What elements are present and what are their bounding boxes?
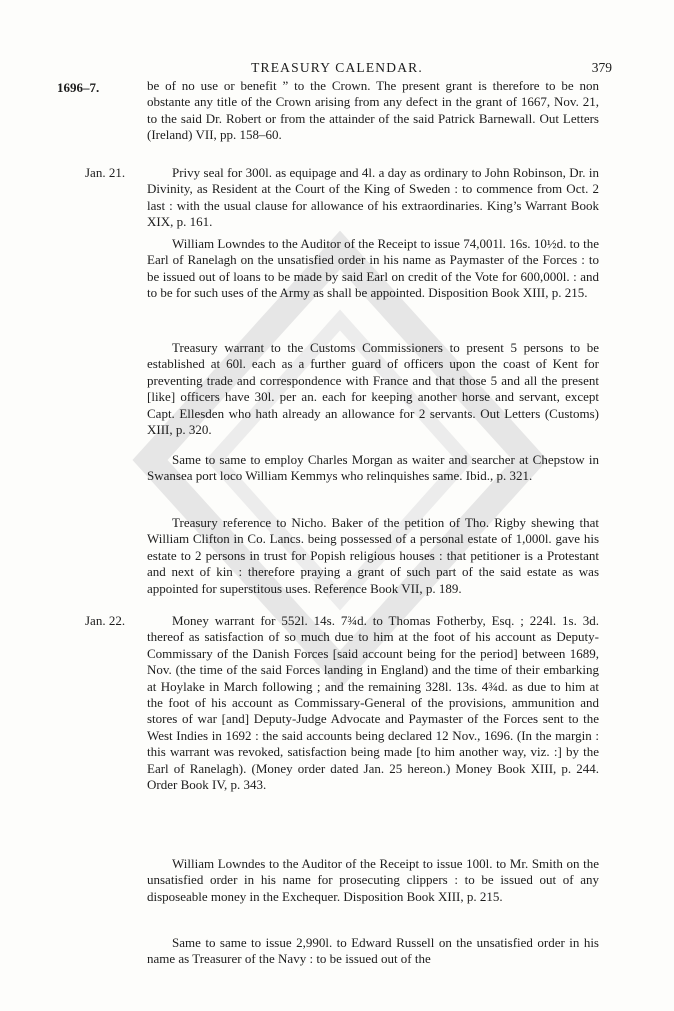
- running-title: TREASURY CALENDAR.: [251, 60, 423, 75]
- entry-paragraph: [147, 613, 599, 793]
- margin-year: 1696–7.: [57, 80, 100, 95]
- entry-text: William Lowndes to the Auditor of the Receipt to issue 100l. to Mr. Smith on the unsatisfied order in his name for prosecuting clippers : to be issued out of any disposeable money in the Exchequer. Disposition Book XIII, p. 215.: [147, 856, 599, 904]
- entry-text: Same to same to issue 2,990l. to Edward Russell on the unsatisfied order in his name as Treasurer of the Navy : to be issued out of the: [147, 935, 599, 967]
- entry-continuation: [147, 78, 599, 144]
- entry-text: Treasury reference to Nicho. Baker of the petition of Tho. Rigby shewing that William Clifton in Co. Lancs. being possessed of a personal estate of 1,000l. gave his estate to 2 persons in trust for Popish religious houses : that petitioner is a Protestant and next of kin : therefore praying a grant of such part of the said estate as was appointed for superstitous uses. Reference Book VII, p. 189.: [147, 515, 599, 596]
- entry-text: Privy seal for 300l. as equipage and 4l. a day as ordinary to John Robinson, Dr. in Divinity, as Resident at the Court of the King of Sweden : to commence from Oct. 2 last : with the usual clause for allowance of his extraordinaries. King’s Warrant Book XIX, p. 161.: [147, 165, 599, 230]
- entry-paragraph: [147, 856, 599, 905]
- entry-paragraph: [147, 452, 599, 485]
- entry-date: Jan. 22.: [85, 613, 126, 628]
- page-number: 379: [591, 60, 612, 75]
- entry-paragraph: [147, 935, 599, 968]
- page-header: [0, 60, 674, 80]
- entry-date: Jan. 21.: [85, 165, 126, 180]
- entry-paragraph: [147, 165, 599, 231]
- entry-paragraph: [147, 515, 599, 597]
- entry-text: Treasury warrant to the Customs Commissioners to present 5 persons to be established at 60l. each as a further guard of officers upon the coast of Kent for preventing trade and correspondence with France and that those 5 and all the present [like] officers have 30l. per an. each for keeping another horse and servant, except Capt. Ellesden who hath already an allowance for 2 servants. Out Letters (Customs) XIII, p. 320.: [147, 340, 599, 438]
- entry-text: be of no use or benefit ” to the Crown. The present grant is therefore to be non obstante any title of the Crown arising from any defect in the grant of 1667, Nov. 21, to the said Dr. Robert or from the attainder of the said Patrick Barnewall. Out Letters (Ireland) VII, pp. 158–60.: [147, 78, 599, 143]
- entry-paragraph: [147, 236, 599, 302]
- entry-text: Same to same to employ Charles Morgan as waiter and searcher at Chepstow in Swansea port loco William Kemmys who relinquishes same. Ibid., p. 321.: [147, 452, 599, 484]
- entry-paragraph: [147, 340, 599, 438]
- entry-text: William Lowndes to the Auditor of the Receipt to issue 74,001l. 16s. 10½d. to the Earl of Ranelagh on the unsatisfied order in his name as Paymaster of the Forces : to be issued out of loans to be made by said Earl on credit of the Vote for 600,000l. : and to be for such uses of the Army as shall be appointed. Disposition Book XIII, p. 215.: [147, 236, 599, 301]
- entry-text: Money warrant for 552l. 14s. 7¾d. to Thomas Fotherby, Esq. ; 224l. 1s. 3d. thereof as satisfaction of so much due to him at the foot of his account as Deputy-Commissary of the Danish Forces [said account being for the period] between 1689, Nov. (the time of the said Forces landing in England) and the time of their embarking at Hoylake in March following ; and the remaining 328l. 13s. 4¾d. as due to him at the foot of his account as Commissary-General of the provisions, ammunition and stores of war [and] Deputy-Judge Advocate and Paymaster of the Forces sent to the West Indies in 1692 : the said accounts being declared 12 Nov., 1696. (In the margin : this warrant was revoked, satisfaction being made [to him another way, viz. :] by the Earl of Ranelagh). (Money order dated Jan. 25 hereon.) Money Book XIII, p. 244. Order Book IV, p. 343.: [147, 613, 599, 793]
